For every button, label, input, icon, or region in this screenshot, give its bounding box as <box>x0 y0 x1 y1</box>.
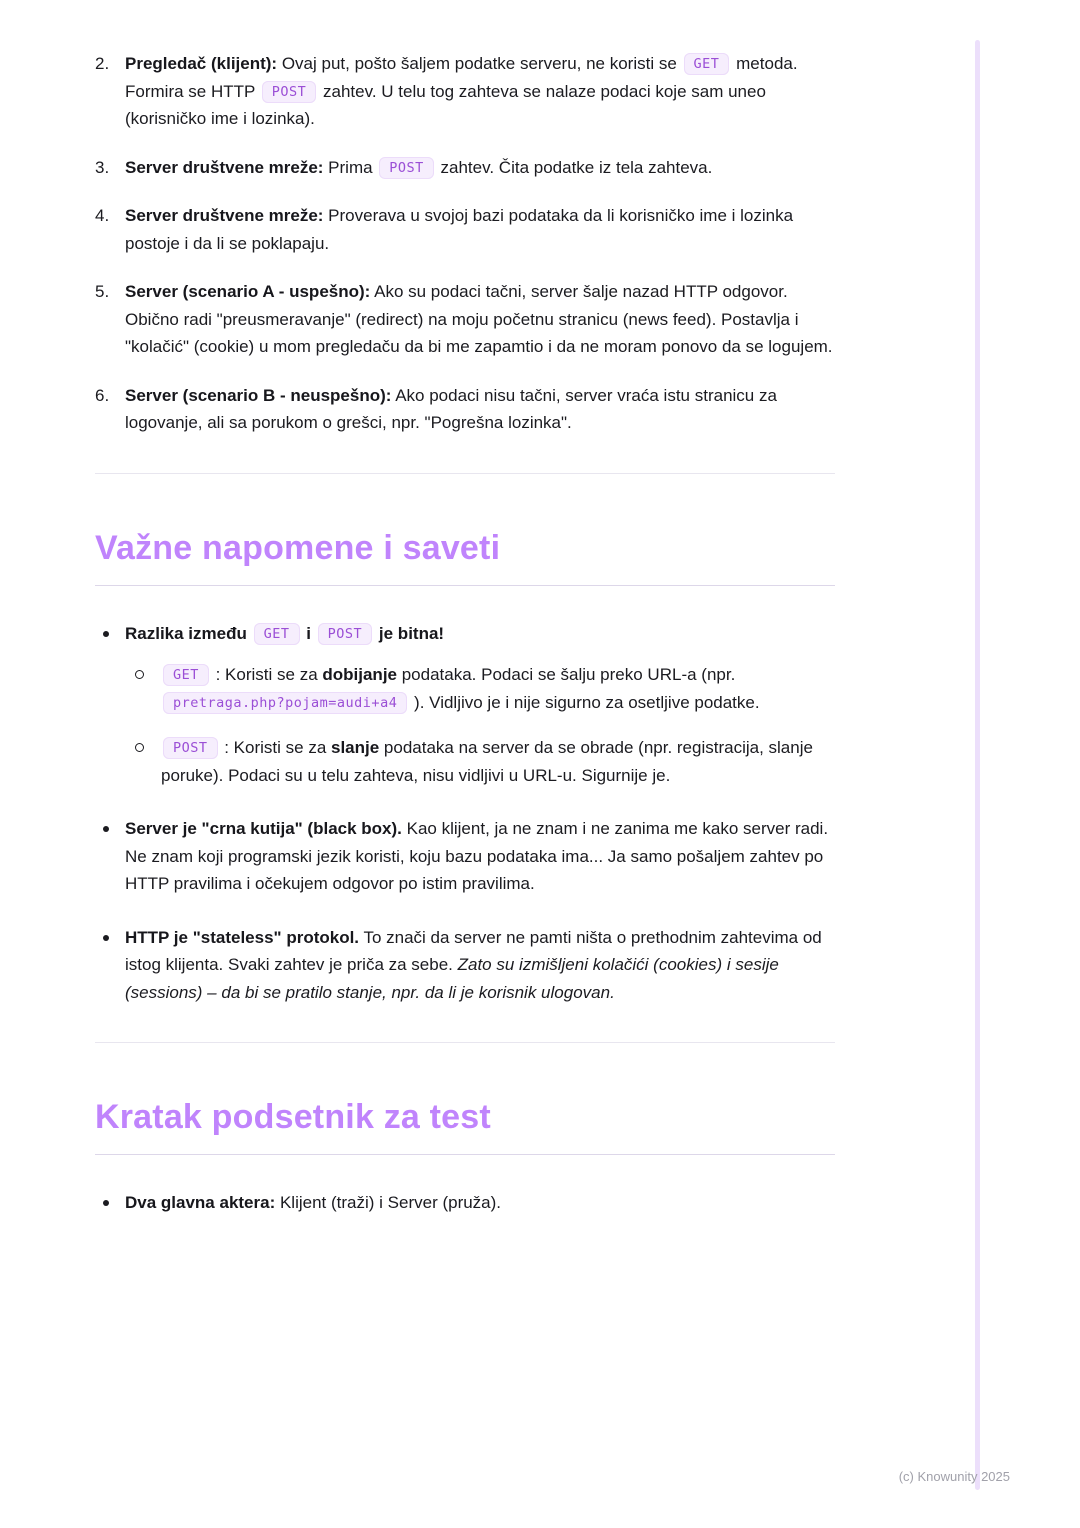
page-edge-bar <box>975 40 980 1490</box>
text: Ako su podaci tačni, server šalje nazad HTTP odgovor. Obično radi "preusmeravanje" (redirect) na moju početnu stranicu (news feed). Postavlja i "kolačić" (cookie) u mom pregledaču da bi me zapamtio i da ne moram ponovo da se logujem. <box>125 282 833 357</box>
text: podataka. Podaci se šalju preko URL-a (npr. <box>397 665 736 685</box>
list-item-number: 6. <box>95 385 110 405</box>
section-reminder <box>95 1097 835 1216</box>
section-title-reminder: Kratak podsetnik za test <box>95 1097 835 1155</box>
bold-text: Pregledač (klijent): <box>125 54 278 73</box>
text: Ovaj put, pošto šaljem podatke serveru, ne koristi se <box>277 54 682 73</box>
bold-text: slanje <box>331 738 380 758</box>
list-item-number: 5. <box>95 282 110 302</box>
text: : Koristi se za <box>219 738 331 758</box>
text: podataka na server da se obrade (npr. registracija, slanje poruke). Podaci su u telu zahteva, nisu vidljivi u URL-u. Sigurnije je. <box>161 738 813 785</box>
steps-list <box>95 50 835 437</box>
list-item <box>95 202 835 257</box>
bold-text: Server (scenario B - neuspešno): <box>125 385 392 405</box>
section-notes <box>95 528 835 1007</box>
text: : Koristi se za <box>210 665 323 685</box>
inline-code: GET <box>684 53 730 75</box>
text: zahtev. U telu tog zahteva se nalaze podaci koje sam uneo (korisničko ime i lozinka). <box>125 81 766 129</box>
text: Ako podaci nisu tačni, server vraća istu stranicu za logovanje, ali sa porukom o grešci, npr. "Pogrešna lozinka". <box>125 385 777 433</box>
list-item <box>95 620 835 790</box>
bold-text: Razlika između <box>125 623 252 643</box>
bold-text: Server (scenario A - uspešno): <box>125 282 371 302</box>
inline-code: GET <box>163 664 209 686</box>
bold-text: dobijanje <box>322 665 397 685</box>
section-title-notes: Važne napomene i saveti <box>95 528 835 586</box>
sub-list-item <box>125 734 835 789</box>
text: Proverava u svojoj bazi podataka da li korisničko ime i lozinka postoje i da li se poklapaju. <box>125 206 794 253</box>
list-item <box>95 1189 835 1217</box>
list-item <box>95 815 835 898</box>
bold-text: je bitna! <box>374 623 445 643</box>
section-divider <box>95 1042 835 1043</box>
list-item <box>95 924 835 1007</box>
copyright-footer: (c) Knowunity 2025 <box>898 1469 1010 1484</box>
list-item-number: 3. <box>95 157 110 177</box>
list-item-number: 2. <box>95 54 110 73</box>
bold-text: i <box>301 623 316 643</box>
bold-text: HTTP je "stateless" protokol. <box>125 927 360 947</box>
bold-text: Server je "crna kutija" (black box). <box>125 819 402 839</box>
section-divider <box>95 473 835 474</box>
inline-code: pretraga.php?pojam=audi+a4 <box>163 692 407 714</box>
text: metoda. Formira se HTTP <box>125 54 798 101</box>
list-item <box>95 50 835 133</box>
text: zahtev. Čita podatke iz tela zahteva. <box>435 157 713 177</box>
sub-list <box>125 661 835 789</box>
inline-code: POST <box>163 737 218 759</box>
inline-code: GET <box>254 623 300 645</box>
italic-text: Zato su izmišljeni kolačići (cookies) i sesije (sessions) – da bi se pratilo stanje, npr. da li je korisnik ulogovan. <box>125 955 779 1002</box>
document-content <box>95 50 835 1243</box>
inline-code: POST <box>318 623 373 645</box>
inline-code: POST <box>262 81 317 103</box>
reminder-bullet-list <box>95 1189 835 1217</box>
list-item <box>95 278 835 361</box>
text: Kao klijent, ja ne znam i ne zanima me kako server radi. Ne znam koji programski jezik koristi, koju bazu podataka ima... Ja samo pošaljem zahtev po HTTP pravilima i očekujem odgovor po istim pravilima. <box>125 819 829 894</box>
text: ). Vidljivo je i nije sigurno za osetljive podatke. <box>409 692 760 712</box>
list-item-number: 4. <box>95 206 110 226</box>
inline-code: POST <box>379 157 434 179</box>
notes-bullet-list <box>95 620 835 1007</box>
list-item <box>95 382 835 437</box>
bold-text: Server društvene mreže: <box>125 157 324 177</box>
text: Klijent (traži) i Server (pruža). <box>275 1193 502 1213</box>
sub-list-item <box>125 661 835 716</box>
text: To znači da server ne pamti ništa o prethodnim zahtevima od istog klijenta. Svaki zahtev je priča za sebe. <box>125 927 822 975</box>
bold-text: Server društvene mreže: <box>125 206 324 226</box>
text: Prima <box>323 157 378 177</box>
list-item <box>95 154 835 182</box>
bold-text: Dva glavna aktera: <box>125 1193 276 1213</box>
